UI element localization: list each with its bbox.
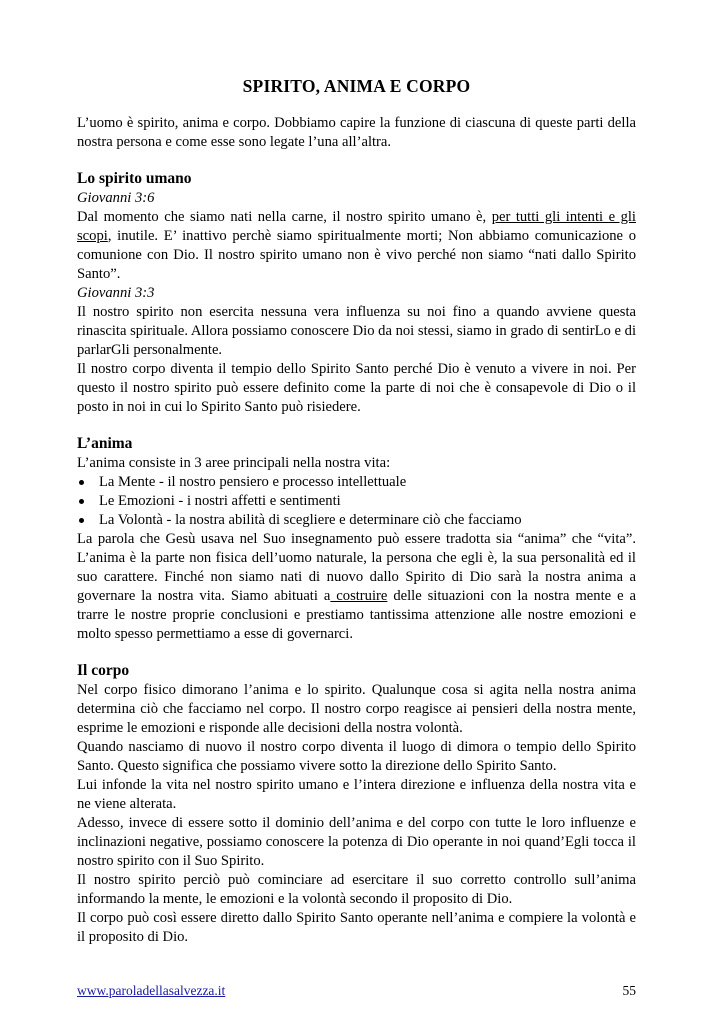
underlined-phrase: per tutti gli intenti e gli scopi: [77, 209, 636, 244]
section-heading-corpo: Il corpo: [77, 662, 130, 679]
scripture-reference: Giovanni 3:6: [77, 190, 155, 206]
page-number: 55: [622, 983, 636, 998]
bullet-icon: [79, 518, 84, 523]
paragraph: Adesso, invece di essere sotto il dominio dell’anima e del corpo con tutte le loro influenze e inclinazioni negative, possiamo conoscere la potenza di Dio operante in noi quand’Egli tocca il nostro spirito con il Suo Spirito.: [77, 815, 636, 869]
bullet-icon: [79, 499, 84, 504]
bullet-icon: [79, 480, 84, 485]
scripture-reference: Giovanni 3:3: [77, 285, 155, 301]
paragraph: Il nostro spirito perciò può cominciare ad esercitare il suo corretto controllo sull’anima informando la mente, le emozioni e la volontà secondo il proposito di Dio.: [77, 872, 636, 907]
paragraph: La parola che Gesù usava nel Suo insegnamento può essere tradotta sia “anima” che “vita”. L’anima è la parte non fisica dell’uomo naturale, la persona che egli è, la sua personalità ed il suo carattere. Finché non siamo nati di nuovo dallo Spirito di Dio sarà la nostra anima a governare la nostra vita. Siamo abituati a costruire delle situazioni con la nostra mente e a trarre le nostre proprie conclusioni e prestiamo tantissima attenzione alle nostre emozioni e molto spesso permettiamo a esse di governarci.: [77, 531, 636, 642]
paragraph: L’anima consiste in 3 aree principali nella nostra vita:: [77, 455, 391, 471]
intro-paragraph: L’uomo è spirito, anima e corpo. Dobbiamo capire la funzione di ciascuna di queste parti della nostra persona e come esse sono legate l’una all’altra.: [77, 115, 636, 150]
list-item: La Volontà - la nostra abilità di scegliere e determinare ciò che facciamo: [77, 511, 636, 530]
paragraph: Nel corpo fisico dimorano l’anima e lo spirito. Qualunque cosa si agita nella nostra anima determina ciò che facciamo nel corpo. Il nostro corpo reagisce ai pensieri della nostra mente, esprime le emozioni e risponde alle decisioni della nostra volontà.: [77, 682, 636, 736]
website-link[interactable]: www.paroladellasalvezza.it: [77, 983, 226, 998]
page-footer: [77, 983, 636, 999]
underlined-word: costruire: [330, 588, 388, 604]
page-title: SPIRITO, ANIMA E CORPO: [242, 76, 471, 96]
document-page: [77, 76, 636, 947]
paragraph: Dal momento che siamo nati nella carne, il nostro spirito umano è, per tutti gli intenti e gli scopi, inutile. E’ inattivo perchè siamo spiritualmente morti; Non abbiamo comunicazione o comunione con Dio. Il nostro spirito umano non è vivo perché non siamo “nati dallo Spirito Santo”.: [77, 209, 636, 282]
section-heading-anima: L’anima: [77, 435, 133, 452]
paragraph: Il nostro spirito non esercita nessuna vera influenza su noi fino a quando avviene questa rinascita spirituale. Allora possiamo conoscere Dio da noi stessi, siamo in grado di sentirLo e di parlarGli personalmente.: [77, 304, 636, 358]
list-item: La Mente - il nostro pensiero e processo intellettuale: [77, 473, 636, 492]
bullet-list: [77, 473, 636, 530]
paragraph: Quando nasciamo di nuovo il nostro corpo diventa il luogo di dimora o tempio dello Spirito Santo. Questo significa che possiamo vivere sotto la direzione dello Spirito Santo.: [77, 739, 636, 774]
section-heading-spirito: Lo spirito umano: [77, 170, 192, 187]
paragraph: Lui infonde la vita nel nostro spirito umano e l’intera direzione e influenza della nostra vita e ne viene alterata.: [77, 777, 636, 812]
paragraph: Il nostro corpo diventa il tempio dello Spirito Santo perché Dio è venuto a vivere in noi. Per questo il nostro spirito può essere definito come la parte di noi che è consapevole di Dio o il posto in noi in cui lo Spirito Santo può risiedere.: [77, 361, 636, 415]
paragraph: Il corpo può così essere diretto dallo Spirito Santo operante nell’anima e compiere la volontà e il proposito di Dio.: [77, 910, 636, 945]
list-item: Le Emozioni - i nostri affetti e sentimenti: [77, 492, 636, 511]
